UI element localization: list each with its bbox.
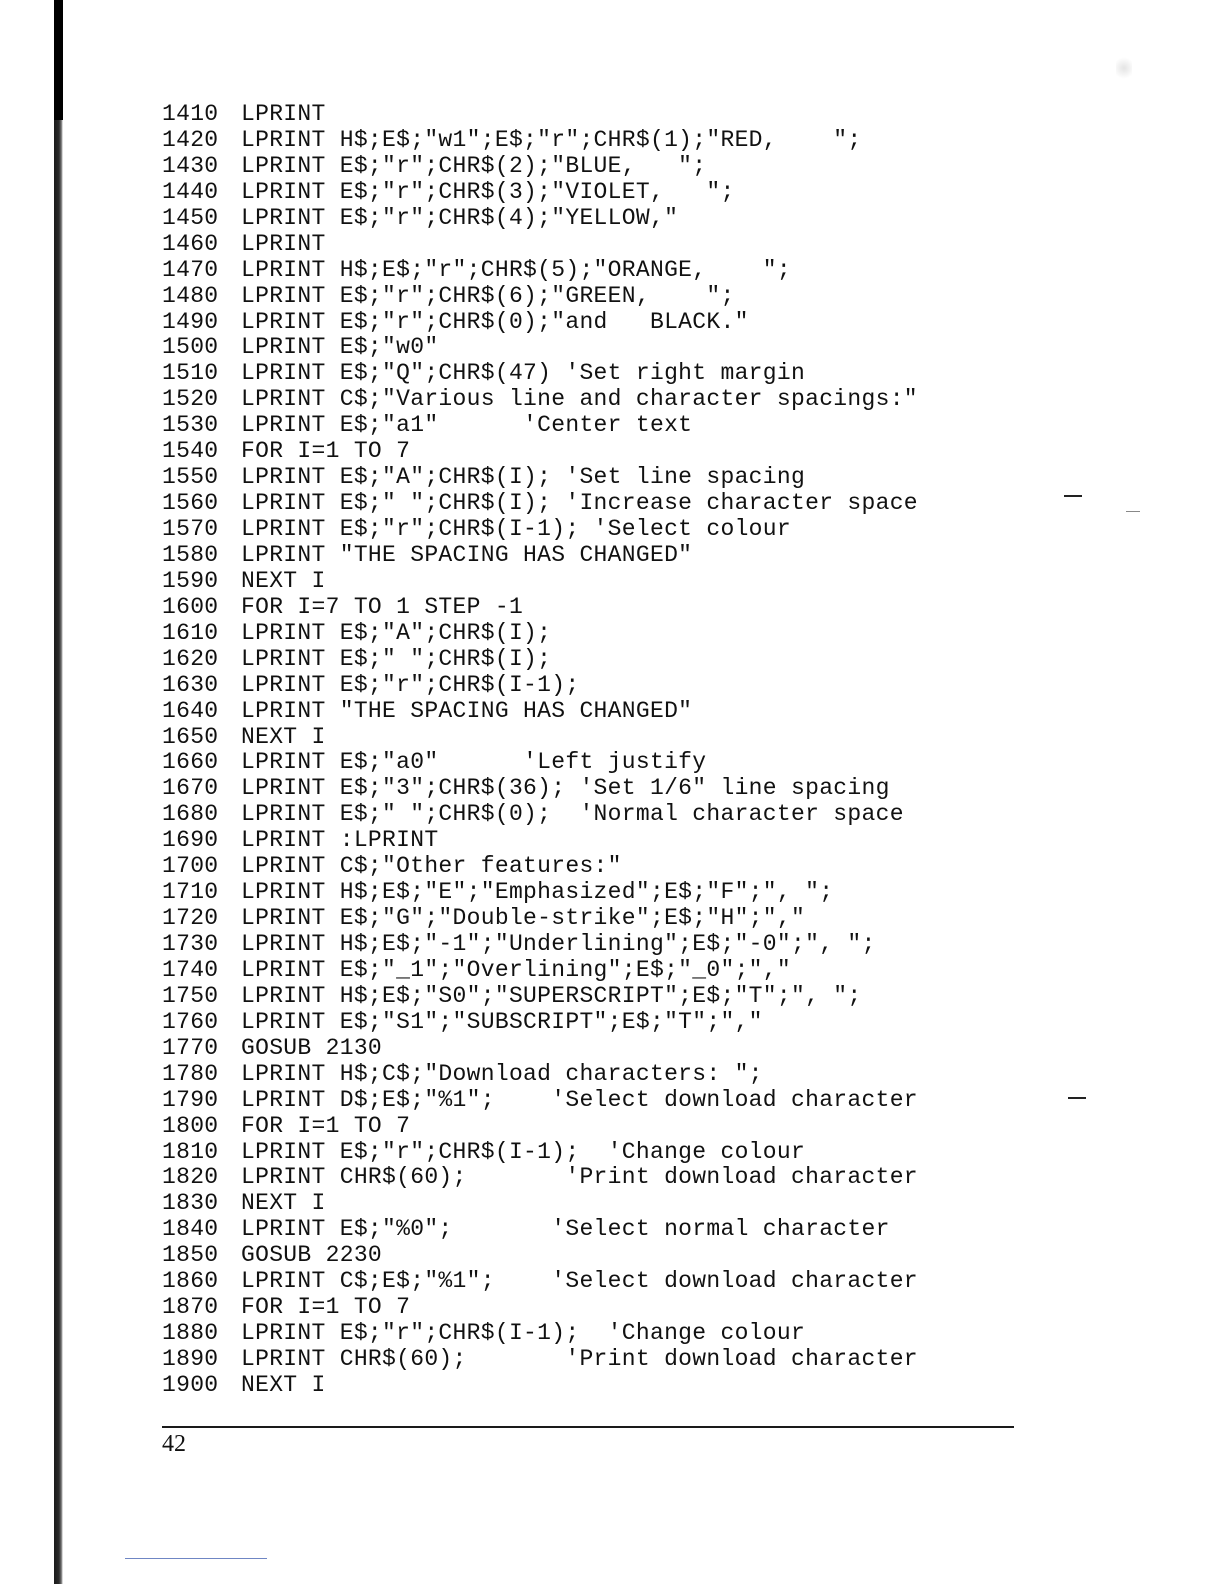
line-code: LPRINT E$;"a1" 'Center text bbox=[241, 412, 693, 439]
line-code: LPRINT E$;"r";CHR$(0);"and BLACK." bbox=[241, 308, 749, 335]
code-line bbox=[162, 1321, 1002, 1347]
line-number: 1550 bbox=[162, 464, 219, 491]
line-code: LPRINT E$;"w0" bbox=[241, 334, 439, 361]
line-code: FOR I=1 TO 7 bbox=[241, 1294, 411, 1321]
code-line bbox=[162, 284, 1002, 310]
code-line bbox=[162, 1114, 1002, 1140]
line-number: 1610 bbox=[162, 619, 219, 646]
code-line bbox=[162, 1140, 1002, 1166]
code-line bbox=[162, 335, 1002, 361]
line-number: 1750 bbox=[162, 982, 219, 1009]
code-line bbox=[162, 206, 1002, 232]
code-line bbox=[162, 1269, 1002, 1295]
line-number: 1850 bbox=[162, 1242, 219, 1269]
line-code: LPRINT E$;"r";CHR$(I-1); bbox=[241, 671, 580, 698]
line-code: NEXT I bbox=[241, 567, 326, 594]
line-code: LPRINT H$;C$;"Download characters: "; bbox=[241, 1060, 763, 1087]
line-code: LPRINT C$;E$;"%1"; 'Select download character bbox=[241, 1268, 918, 1295]
code-line bbox=[162, 465, 1002, 491]
basic-listing bbox=[162, 102, 1002, 1399]
code-line bbox=[162, 543, 1002, 569]
line-code: LPRINT E$;"r";CHR$(I-1); 'Change colour bbox=[241, 1320, 806, 1347]
line-number: 1760 bbox=[162, 1008, 219, 1035]
code-line bbox=[162, 958, 1002, 984]
line-code: LPRINT E$;"3";CHR$(36); 'Set 1/6" line spacing bbox=[241, 775, 890, 802]
line-code: LPRINT C$;"Various line and character spacings:" bbox=[241, 386, 918, 413]
bottom-rule bbox=[125, 1558, 267, 1559]
margin-mark bbox=[1126, 511, 1140, 512]
line-code: LPRINT E$;"A";CHR$(I); bbox=[241, 619, 552, 646]
code-line bbox=[162, 750, 1002, 776]
line-number: 1620 bbox=[162, 645, 219, 672]
line-code: LPRINT E$;"r";CHR$(I-1); 'Change colour bbox=[241, 1138, 806, 1165]
line-code: LPRINT :LPRINT bbox=[241, 827, 439, 854]
line-number: 1570 bbox=[162, 516, 219, 542]
line-code: LPRINT H$;E$;"-1";"Underlining";E$;"-0";", "; bbox=[241, 931, 876, 957]
line-code: LPRINT "THE SPACING HAS CHANGED" bbox=[241, 697, 693, 724]
code-line bbox=[162, 725, 1002, 751]
line-code: NEXT I bbox=[241, 1371, 326, 1398]
line-code: LPRINT E$;"%0"; 'Select normal character bbox=[241, 1216, 890, 1243]
line-number: 1860 bbox=[162, 1268, 219, 1295]
line-code: LPRINT CHR$(60); 'Print download character bbox=[241, 1346, 918, 1372]
line-number: 1790 bbox=[162, 1086, 219, 1113]
line-number: 1840 bbox=[162, 1216, 219, 1243]
line-code: FOR I=1 TO 7 bbox=[241, 438, 411, 465]
binding-edge-dark bbox=[54, 0, 63, 120]
code-line bbox=[162, 1191, 1002, 1217]
line-code: NEXT I bbox=[241, 723, 326, 750]
code-line bbox=[162, 906, 1002, 932]
line-code: LPRINT E$;" ";CHR$(I); 'Increase character space bbox=[241, 490, 918, 517]
line-number: 1410 bbox=[162, 101, 219, 127]
line-number: 1430 bbox=[162, 152, 219, 179]
line-number: 1470 bbox=[162, 256, 219, 283]
line-number: 1690 bbox=[162, 827, 219, 854]
line-code: FOR I=1 TO 7 bbox=[241, 1112, 411, 1139]
code-line bbox=[162, 984, 1002, 1010]
code-line bbox=[162, 491, 1002, 517]
line-number: 1600 bbox=[162, 593, 219, 620]
line-number: 1460 bbox=[162, 230, 219, 257]
line-number: 1820 bbox=[162, 1164, 219, 1191]
line-code: LPRINT E$;"Q";CHR$(47) 'Set right margin bbox=[241, 360, 806, 387]
line-code: LPRINT E$;"r";CHR$(2);"BLUE, "; bbox=[241, 152, 707, 179]
line-number: 1700 bbox=[162, 853, 219, 880]
line-number: 1810 bbox=[162, 1138, 219, 1165]
line-code: LPRINT H$;E$;"r";CHR$(5);"ORANGE, "; bbox=[241, 256, 791, 283]
line-number: 1530 bbox=[162, 412, 219, 439]
line-code: FOR I=7 TO 1 STEP -1 bbox=[241, 593, 524, 620]
binding-edge bbox=[54, 0, 63, 1584]
line-number: 1710 bbox=[162, 879, 219, 906]
line-number: 1900 bbox=[162, 1371, 219, 1398]
line-code: GOSUB 2230 bbox=[241, 1242, 383, 1269]
margin-mark bbox=[1064, 495, 1082, 497]
code-line bbox=[162, 180, 1002, 206]
code-line bbox=[162, 1010, 1002, 1036]
line-number: 1510 bbox=[162, 360, 219, 387]
line-number: 1490 bbox=[162, 308, 219, 335]
line-code: LPRINT E$;"G";"Double-strike";E$;"H";"," bbox=[241, 905, 806, 932]
code-line bbox=[162, 569, 1002, 595]
line-code: LPRINT "THE SPACING HAS CHANGED" bbox=[241, 541, 693, 568]
line-code: LPRINT E$;"a0" 'Left justify bbox=[241, 749, 707, 776]
line-code: LPRINT bbox=[241, 230, 326, 257]
code-line bbox=[162, 310, 1002, 336]
code-line bbox=[162, 387, 1002, 413]
line-code: LPRINT D$;E$;"%1"; 'Select download character bbox=[241, 1086, 918, 1113]
code-line bbox=[162, 1165, 1002, 1191]
scan-speck bbox=[1116, 55, 1132, 81]
line-code: LPRINT E$;" ";CHR$(I); bbox=[241, 645, 552, 672]
line-code: LPRINT C$;"Other features:" bbox=[241, 853, 622, 880]
line-code: LPRINT E$;"r";CHR$(I-1); 'Select colour bbox=[241, 516, 791, 542]
line-number: 1560 bbox=[162, 490, 219, 517]
line-code: LPRINT H$;E$;"w1";E$;"r";CHR$(1);"RED, "; bbox=[241, 126, 862, 153]
code-line bbox=[162, 647, 1002, 673]
line-number: 1480 bbox=[162, 282, 219, 309]
code-line bbox=[162, 828, 1002, 854]
line-number: 1650 bbox=[162, 723, 219, 750]
code-line bbox=[162, 1243, 1002, 1269]
code-line bbox=[162, 361, 1002, 387]
line-code: LPRINT CHR$(60); 'Print download character bbox=[241, 1164, 918, 1191]
code-line bbox=[162, 1347, 1002, 1373]
code-line bbox=[162, 1036, 1002, 1062]
line-number: 1630 bbox=[162, 671, 219, 698]
line-code: LPRINT E$;"r";CHR$(4);"YELLOW," bbox=[241, 204, 679, 231]
line-number: 1590 bbox=[162, 567, 219, 594]
code-line bbox=[162, 699, 1002, 725]
line-code: LPRINT E$;" ";CHR$(0); 'Normal character space bbox=[241, 801, 904, 828]
line-number: 1740 bbox=[162, 956, 219, 983]
code-line bbox=[162, 673, 1002, 699]
code-line bbox=[162, 1373, 1002, 1399]
page-number: 42 bbox=[162, 1431, 186, 1457]
line-code: LPRINT H$;E$;"S0";"SUPERSCRIPT";E$;"T";", "; bbox=[241, 982, 862, 1009]
line-number: 1420 bbox=[162, 126, 219, 153]
code-line bbox=[162, 1217, 1002, 1243]
code-line bbox=[162, 1088, 1002, 1114]
code-line bbox=[162, 932, 1002, 958]
line-code: LPRINT E$;"A";CHR$(I); 'Set line spacing bbox=[241, 464, 806, 491]
line-number: 1880 bbox=[162, 1320, 219, 1347]
line-number: 1540 bbox=[162, 438, 219, 465]
line-number: 1770 bbox=[162, 1034, 219, 1061]
code-line bbox=[162, 595, 1002, 621]
code-line bbox=[162, 517, 1002, 543]
line-number: 1800 bbox=[162, 1112, 219, 1139]
line-code: LPRINT E$;"S1";"SUBSCRIPT";E$;"T";"," bbox=[241, 1008, 763, 1035]
line-code: LPRINT E$;"_1";"Overlining";E$;"_0";"," bbox=[241, 956, 791, 983]
line-code: LPRINT H$;E$;"E";"Emphasized";E$;"F";", "; bbox=[241, 879, 834, 906]
line-number: 1580 bbox=[162, 541, 219, 568]
line-code: GOSUB 2130 bbox=[241, 1034, 383, 1061]
code-line bbox=[162, 621, 1002, 647]
line-number: 1680 bbox=[162, 801, 219, 828]
code-line bbox=[162, 232, 1002, 258]
line-code: NEXT I bbox=[241, 1190, 326, 1217]
code-line bbox=[162, 413, 1002, 439]
code-line bbox=[162, 258, 1002, 284]
margin-mark bbox=[1068, 1097, 1086, 1099]
code-line bbox=[162, 102, 1002, 128]
line-number: 1890 bbox=[162, 1346, 219, 1372]
code-line bbox=[162, 128, 1002, 154]
line-number: 1440 bbox=[162, 178, 219, 205]
footer-rule bbox=[162, 1426, 1014, 1428]
line-code: LPRINT E$;"r";CHR$(3);"VIOLET, "; bbox=[241, 178, 735, 205]
code-line bbox=[162, 854, 1002, 880]
code-line bbox=[162, 1295, 1002, 1321]
line-code: LPRINT E$;"r";CHR$(6);"GREEN, "; bbox=[241, 282, 735, 309]
line-number: 1660 bbox=[162, 749, 219, 776]
code-line bbox=[162, 1062, 1002, 1088]
line-number: 1670 bbox=[162, 775, 219, 802]
line-number: 1870 bbox=[162, 1294, 219, 1321]
code-line bbox=[162, 154, 1002, 180]
code-line bbox=[162, 776, 1002, 802]
line-number: 1640 bbox=[162, 697, 219, 724]
line-number: 1520 bbox=[162, 386, 219, 413]
line-number: 1780 bbox=[162, 1060, 219, 1087]
line-number: 1830 bbox=[162, 1190, 219, 1217]
line-code: LPRINT bbox=[241, 101, 326, 127]
code-line bbox=[162, 802, 1002, 828]
line-number: 1500 bbox=[162, 334, 219, 361]
code-line bbox=[162, 880, 1002, 906]
line-number: 1720 bbox=[162, 905, 219, 932]
code-line bbox=[162, 439, 1002, 465]
line-number: 1450 bbox=[162, 204, 219, 231]
line-number: 1730 bbox=[162, 931, 219, 957]
